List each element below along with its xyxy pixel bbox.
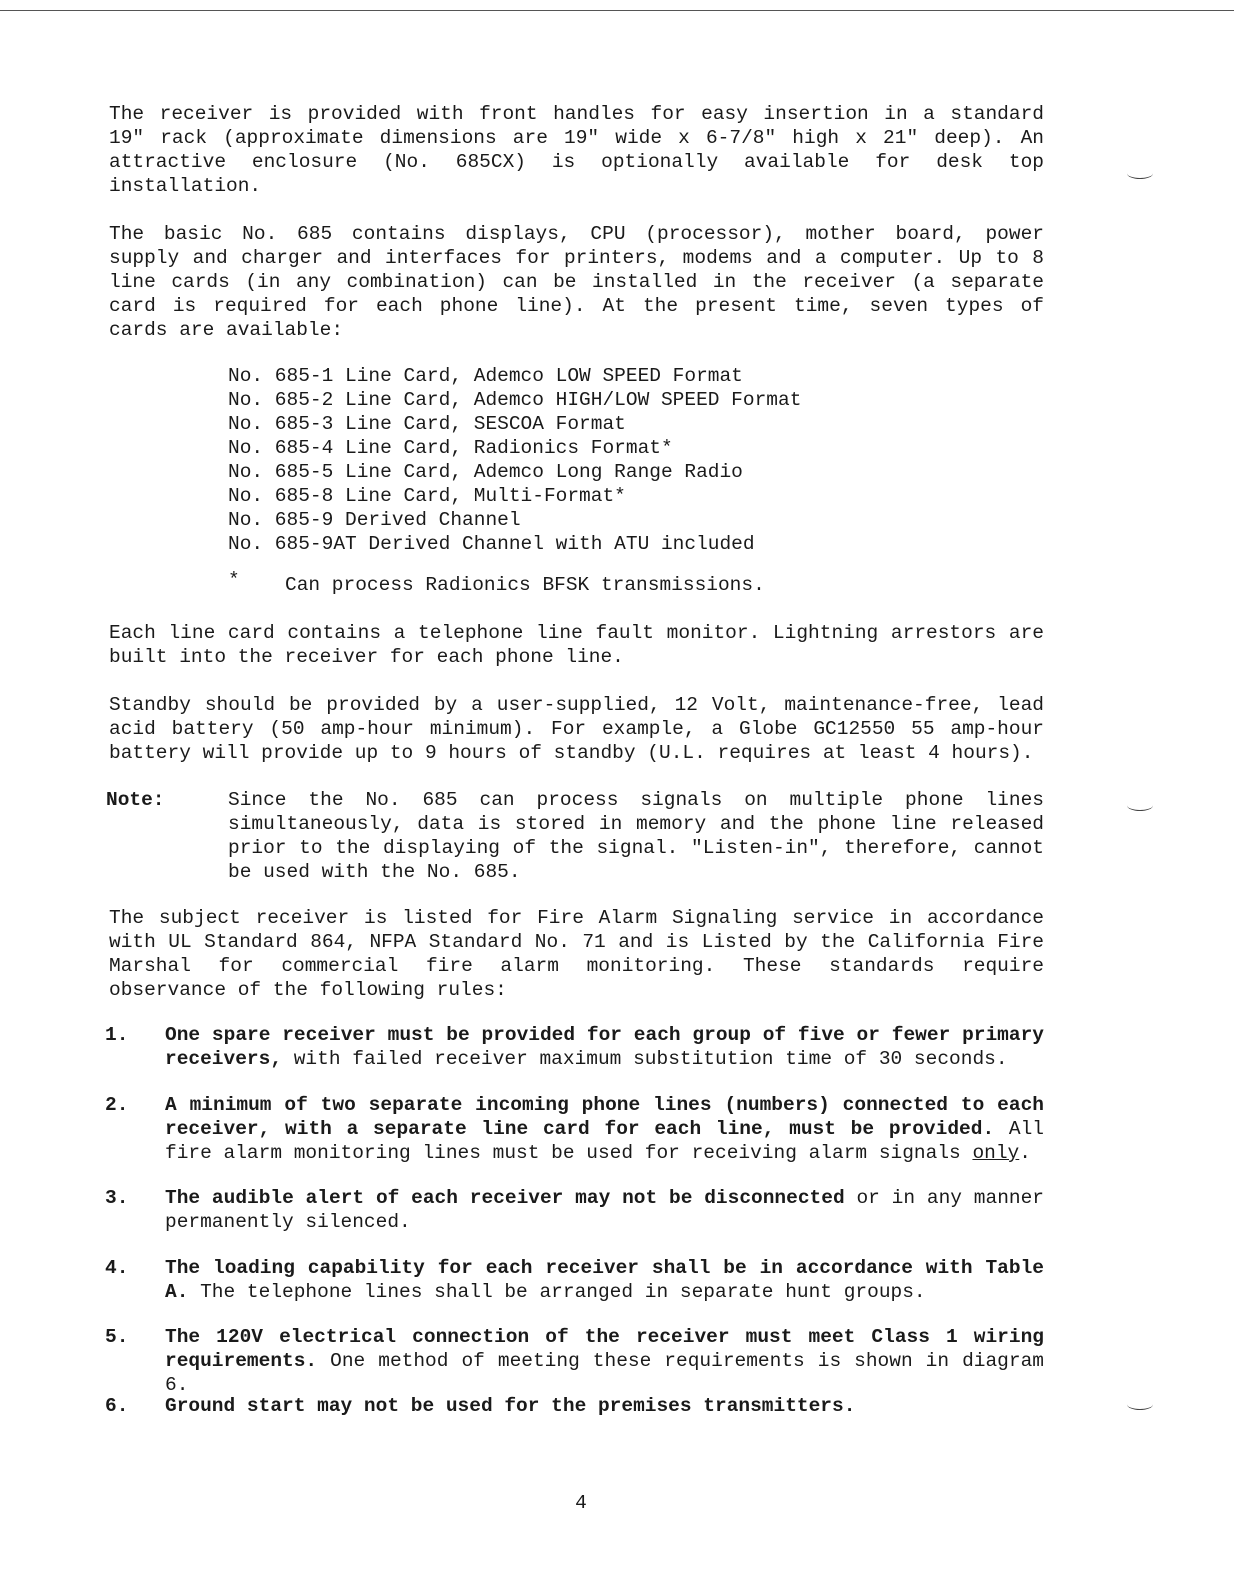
margin-mark (1127, 168, 1153, 179)
rule-text (165, 1186, 1044, 1234)
list-item: No. 685-2 Line Card, Ademco HIGH/LOW SPEED Format (228, 389, 802, 411)
rule-bold-text: Ground start may not be used for the premises transmitters. (165, 1395, 856, 1417)
rule-plain-text: The telephone lines shall be arranged in separate hunt groups. (188, 1281, 926, 1303)
rule-number: 5. (105, 1326, 129, 1348)
footnote-text: Can process Radionics BFSK transmissions. (285, 574, 765, 596)
rule-bold-text: The audible alert of each receiver may not be disconnected (165, 1187, 845, 1209)
rule-number: 1. (105, 1024, 129, 1046)
list-item: No. 685-9 Derived Channel (228, 509, 521, 531)
rule-text (165, 1394, 1044, 1418)
rule-number: 6. (105, 1395, 129, 1417)
margin-mark (1127, 1399, 1153, 1410)
list-item: No. 685-5 Line Card, Ademco Long Range Radio (228, 461, 743, 483)
rule-tail-text: . (1019, 1142, 1031, 1164)
page-number: 4 (575, 1492, 587, 1514)
rule-plain-text: One method of meeting these requirements is shown in diagram 6. (165, 1350, 1044, 1396)
list-item: No. 685-1 Line Card, Ademco LOW SPEED Format (228, 365, 743, 387)
rule-plain-text: or in any manner permanently silenced. (165, 1187, 1045, 1233)
paragraph-rack-mounting: The receiver is provided with front handles for easy insertion in a standard 19" rack (approximate dimensions are 19" wide x 6-7/8" high x 21" deep). An attractive enclosure (No. 685CX) is optionally available for desk top installation. (109, 103, 1044, 197)
rule-bold-text: The 120V electrical connection of the receiver must meet Class 1 wiring requirements. (165, 1326, 1044, 1372)
rule-bold-text: One spare receiver must be provided for each group of five or fewer primary receivers, (165, 1024, 1044, 1070)
footnote-marker: * (228, 569, 240, 591)
rule-text (165, 1325, 1044, 1397)
paragraph-standby-battery: Standby should be provided by a user-supplied, 12 Volt, maintenance-free, lead acid battery (50 amp-hour minimum). For example, a Globe GC12550 55 amp-hour battery will provide up to 9 hours of standby (U.L. requires at least 4 hours). (109, 694, 1044, 764)
paragraph-fire-alarm-listing: The subject receiver is listed for Fire Alarm Signaling service in accordance with UL Standard 864, NFPA Standard No. 71 and is Listed by the California Fire Marshal for commercial fire alarm monitoring. These standards require observance of the following rules: (109, 907, 1044, 1001)
list-item: No. 685-3 Line Card, SESCOA Format (228, 413, 626, 435)
rule-text (165, 1093, 1044, 1165)
paragraph-basic-685: The basic No. 685 contains displays, CPU (processor), mother board, power supply and charger and interfaces for printers, modems and a computer. Up to 8 line cards (in any combination) can be installed in the receiver (a separate card is required for each phone line). At the present time, seven types of cards are available: (109, 223, 1044, 341)
rule-text (165, 1023, 1044, 1071)
top-rule (0, 10, 1234, 11)
rule-underlined-text: only (972, 1142, 1020, 1164)
margin-mark (1127, 800, 1153, 811)
list-item: No. 685-9AT Derived Channel with ATU included (228, 533, 755, 555)
rule-plain-text: All fire alarm monitoring lines must be used for receiving alarm signals (165, 1118, 1045, 1164)
rule-text (165, 1256, 1044, 1304)
note-label: Note: (106, 789, 165, 811)
list-item: No. 685-4 Line Card, Radionics Format* (228, 437, 673, 459)
rule-number: 3. (105, 1187, 129, 1209)
rule-bold-text: A minimum of two separate incoming phone lines (numbers) connected to each receiver, with a separate line card for each line, must be provided. (165, 1094, 1044, 1140)
list-item: No. 685-8 Line Card, Multi-Format* (228, 485, 626, 507)
paragraph-line-fault-monitor: Each line card contains a telephone line fault monitor. Lightning arrestors are built into the receiver for each phone line. (109, 622, 1044, 668)
rule-number: 2. (105, 1094, 129, 1116)
line-card-list (228, 364, 801, 556)
rule-plain-text: with failed receiver maximum substitution time of 30 seconds. (282, 1048, 1008, 1070)
note-text: Since the No. 685 can process signals on multiple phone lines simultaneously, data is stored in memory and the phone line released prior to the displaying of the signal. "Listen-in", therefore, cannot be used with the No. 685. (228, 789, 1044, 883)
rule-bold-text: The loading capability for each receiver shall be in accordance with Table A. (165, 1257, 1044, 1303)
rule-number: 4. (105, 1257, 129, 1279)
